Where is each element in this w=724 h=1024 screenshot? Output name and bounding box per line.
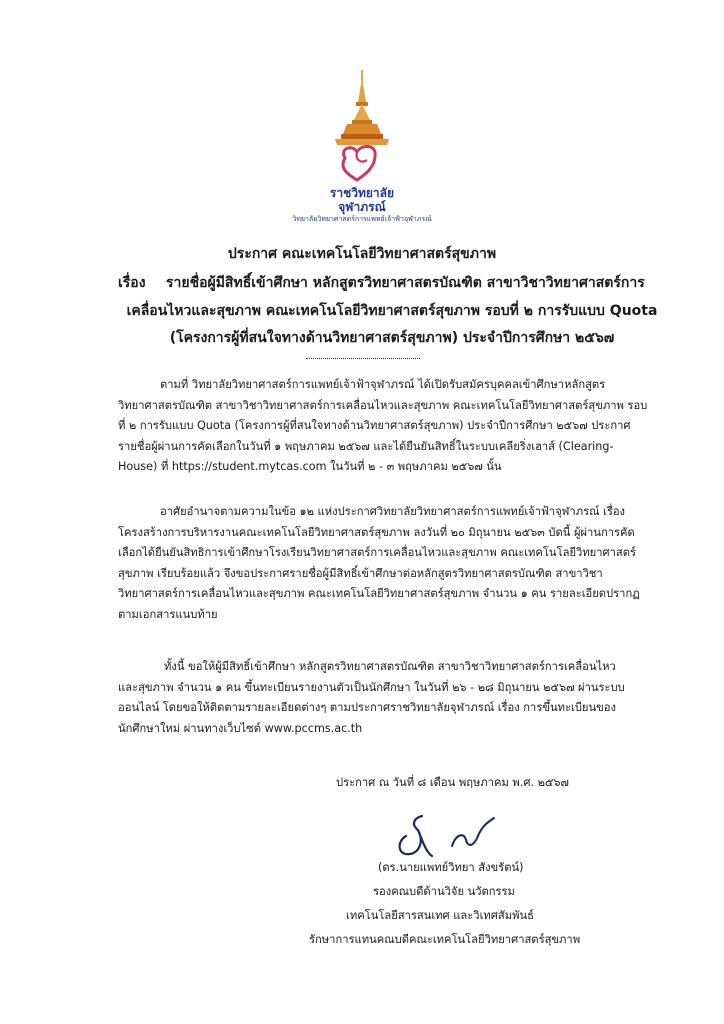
paragraph-line: เลือกได้ยืนยันสิทธิการเข้าศึกษาโรงเรียนวิทยาศาสตร์การเคลื่อนไหวและสุขภาพ คณะเทคโนโลยีวิทยาศาสตร์ (118, 546, 636, 559)
paragraph-line: วิทยาศาสตร์การเคลื่อนไหวและสุขภาพ คณะเทคโนโลยีวิทยาศาสตร์สุขภาพ จำนวน ๑ คน รายละเอียดปรากฏ (118, 587, 640, 600)
subject-line-2: เคลื่อนไหวและสุขภาพ คณะเทคโนโลยีวิทยาศาสตร์สุขภาพ รอบที่ ๒ การรับแบบ Quota (126, 303, 658, 319)
logo-name-line1: ราชวิทยาลัย (329, 186, 395, 200)
paragraph-line: ที่ ๒ การรับแบบ Quota (โครงการผู้ที่สนใจทางด้านวิทยาศาสตร์สุขภาพ) ประจำปีการศึกษา ๒๕๖๗ ประกาศ (118, 419, 631, 432)
handwritten-signature (388, 806, 518, 862)
paragraph-2 (118, 502, 666, 625)
announcement-date: ประกาศ ณ วันที่ ๘ เดือน พฤษภาคม พ.ศ. ๒๕๖๗ (336, 776, 569, 789)
paragraph-line: รายชื่อผู้ผ่านการคัดเลือกในวันที่ ๑ พฤษภาคม ๒๕๖๗ และได้ยืนยันสิทธิ์ในระบบเคลียริ่งเฮาส์ (Clearing- (118, 439, 614, 453)
paragraph-line: นักศึกษาใหม่ ผ่านทางเว็บไซต์ www.pccms.ac.th (118, 721, 363, 735)
paragraph-1 (118, 375, 666, 478)
paragraph-line: อาศัยอำนาจตามความในข้อ ๑๒ แห่งประกาศวิทยาลัยวิทยาศาสตร์การแพทย์เจ้าฟ้าจุฬาภรณ์ เรื่อง (160, 505, 626, 518)
paragraph-line: ตามที่ วิทยาลัยวิทยาศาสตร์การแพทย์เจ้าฟ้าจุฬาภรณ์ ได้เปิดรับสมัครบุคคลเข้าศึกษาหลักสูตร (160, 378, 606, 391)
subject-label: เรื่อง (118, 275, 146, 291)
paragraph-line: สุขภาพ เรียบร้อยแล้ว จึงขอประกาศรายชื่อผู้มีสิทธิ์เข้าศึกษาต่อหลักสูตรวิทยาศาสตรบัณฑิต สาขาวิชา (118, 566, 603, 580)
signatory-position-2: เทคโนโลยีสารสนเทศ และวิเทศสัมพันธ์ (346, 909, 534, 922)
pagoda-emblem-icon (317, 68, 407, 186)
subject-line-1: รายชื่อผู้มีสิทธิ์เข้าศึกษา หลักสูตรวิทยาศาสตรบัณฑิต สาขาวิชาวิทยาศาสตร์การ (166, 275, 645, 291)
paragraph-line: ตามเอกสารแนบท้าย (118, 607, 218, 621)
paragraph-line: House) ที่ https://student.mytcas.com ในวันที่ ๒ - ๓ พฤษภาคม ๒๕๖๗ นั้น (118, 460, 502, 473)
logo-subtitle: วิทยาลัยวิทยาศาสตร์การแพทย์เจ้าฟ้าจุฬาภรณ์ (292, 215, 432, 223)
paragraph-line: วิทยาศาสตรบัณฑิต สาขาวิชาวิทยาศาสตร์การเคลื่อนไหวและสุขภาพ คณะเทคโนโลยีวิทยาศาสตร์สุขภาพ รอบ (118, 398, 648, 412)
paragraph-3 (118, 657, 666, 739)
subject-line-3: (โครงการผู้ที่สนใจทางด้านวิทยาศาสตร์สุขภาพ) ประจำปีการศึกษา ๒๕๖๗ (169, 330, 615, 346)
logo-name-line2: จุฬาภรณ์ (338, 200, 386, 214)
signatory-position-3: รักษาการแทนคณบดีคณะเทคโนโลยีวิทยาศาสตร์สุขภาพ (309, 933, 581, 946)
signatory-name: (ดร.นายแพทย์วิทยา สังขรัตน์) (378, 861, 524, 874)
signatory-position-1: รองคณบดีด้านวิจัย นวัตกรรม (373, 885, 515, 898)
paragraph-line: ออนไลน์ โดยขอให้ติดตามรายละเอียดต่างๆ ตามประกาศราชวิทยาลัยจุฬาภรณ์ เรื่อง การขึ้นทะเบียนของ (118, 701, 616, 714)
paragraph-line: ทั้งนี้ ขอให้ผู้มีสิทธิ์เข้าศึกษา หลักสูตรวิทยาศาสตรบัณฑิต สาขาวิชาวิทยาศาสตร์การเคลื่อนไหว (164, 660, 616, 673)
college-logo (282, 68, 442, 236)
announcement-title: ประกาศ คณะเทคโนโลยีวิทยาศาสตร์สุขภาพ (227, 246, 497, 262)
paragraph-line: และสุขภาพ จำนวน ๑ คน ขึ้นทะเบียนรายงานตัวเป็นนักศึกษา ในวันที่ ๒๖ - ๒๘ มิถุนายน ๒๕๖๗ ผ่านระบบ (118, 680, 625, 694)
header-divider (306, 358, 420, 359)
paragraph-line: โครงสร้างการบริหารงานคณะเทคโนโลยีวิทยาศาสตร์สุขภาพ ลงวันที่ ๒๐ มิถุนายน ๒๕๖๓ บัดนี้ ผู้ผ่านการคัด (118, 525, 635, 539)
